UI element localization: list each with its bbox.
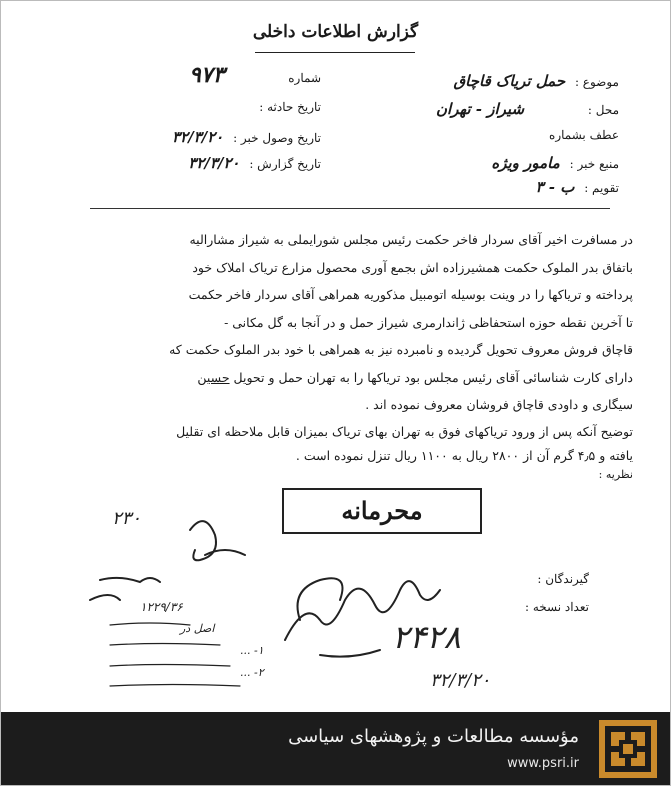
- publisher-name: مؤسسه مطالعات و پژوهشهای سیاسی: [288, 726, 579, 747]
- publisher-footer: [0, 712, 671, 786]
- margin-scribble-3: [100, 578, 160, 582]
- body-last-line: سیگاری و داودی قاچاق فروشان معروف نموده اند .: [365, 397, 633, 412]
- handwritten-margin-number-2: ۱۲۲۹/۳۶: [140, 600, 183, 614]
- note-line: یافته و ۴٫۵ گرم آن از ۲۸۰۰ ریال به ۱۱۰۰ ریال تنزل نموده است .: [295, 448, 633, 463]
- handwritten-margin-note-3: ۲- ...: [240, 666, 264, 679]
- margin-scribble-1: [190, 521, 216, 560]
- evaluation-value: ب - ۳: [535, 178, 575, 196]
- subject-label: موضوع :: [574, 75, 619, 89]
- body-line: در مسافرت اخیر آقای سردار فاخر حکمت رئیس مجلس شورایملی به شیراز مشارالیه: [189, 232, 633, 247]
- recipients-label: گیرندگان :: [537, 572, 589, 586]
- receipt-date-label: تاریخ وصول خبر :: [233, 131, 321, 145]
- reference-label: عطف بشماره: [549, 128, 619, 142]
- source-value: مامور ویژه: [491, 154, 560, 172]
- note-extra: نظریه :: [598, 468, 633, 481]
- evaluation-label: تقویم :: [584, 181, 619, 195]
- handwritten-margin-note-1: اصل در: [180, 622, 215, 635]
- body-line: پرداخته و تریاکها را در وینت بوسیله اتومبیل مذکوریه همراهی آقای سردار فاخر حکمت: [188, 287, 633, 302]
- number-label: شماره: [288, 71, 321, 85]
- publisher-url[interactable]: www.psri.ir: [507, 756, 579, 771]
- body-line: باتفاق بدر الملوک حکمت همشیرزاده اش بجمع آوری محصول مزارع تریاک املاک خود: [192, 259, 633, 275]
- report-date-label: تاریخ گزارش :: [249, 157, 321, 171]
- source-label: منبع خبر :: [569, 157, 619, 171]
- incident-date-label: تاریخ حادثه :: [259, 100, 321, 114]
- body-line-text: دارای کارت شناسائی آقای رئیس مجلس بود تریاکها را به تهران حمل و تحویل: [233, 369, 633, 385]
- signature-tail: [320, 650, 380, 657]
- note-line: توضیح آنکه پس از ورود تریاکهای فوق به تهران بهای تریاک بمیزان قابل ملاحظه ای تقلیل: [176, 424, 633, 439]
- underlined-name: حسین: [197, 369, 230, 385]
- place-value: شیراز - تهران: [436, 100, 525, 118]
- number-value: ۹۷۳: [188, 62, 225, 88]
- subject-value: حمل تریاک قاچاق: [453, 72, 566, 90]
- psri-logo-icon: [599, 720, 657, 778]
- place-label: محل :: [587, 103, 619, 117]
- report-date-value: ۳۲/۳/۲۰: [188, 154, 240, 172]
- copies-label: تعداد نسخه :: [524, 600, 589, 614]
- handwritten-number: ۲۴۲۸: [392, 618, 461, 656]
- margin-scribble-4: [90, 595, 120, 600]
- handwritten-margin-note-2: ۱- ...: [240, 644, 264, 657]
- body-line: قاچاق فروش معروف تحویل گردیده و نامبرده نیز به همراهی با خود بدر الملوک حکمت که: [169, 342, 633, 357]
- receipt-date-value: ۳۲/۳/۲۰: [171, 128, 224, 146]
- document-title: گزارش اطلاعات داخلی: [252, 22, 419, 42]
- handwritten-date: ۳۲/۳/۲۰: [430, 670, 491, 691]
- handwritten-margin-number: ۲۳۰: [112, 508, 142, 529]
- margin-notes-scrawl: [110, 623, 240, 686]
- body-line: تا آخرین نقطه حوزه استحفاظی ژاندارمری شیراز حمل و در آنجا به گل مکانی -: [224, 314, 633, 330]
- signature-main: [285, 581, 440, 640]
- confidential-stamp: محرمانه: [282, 488, 482, 534]
